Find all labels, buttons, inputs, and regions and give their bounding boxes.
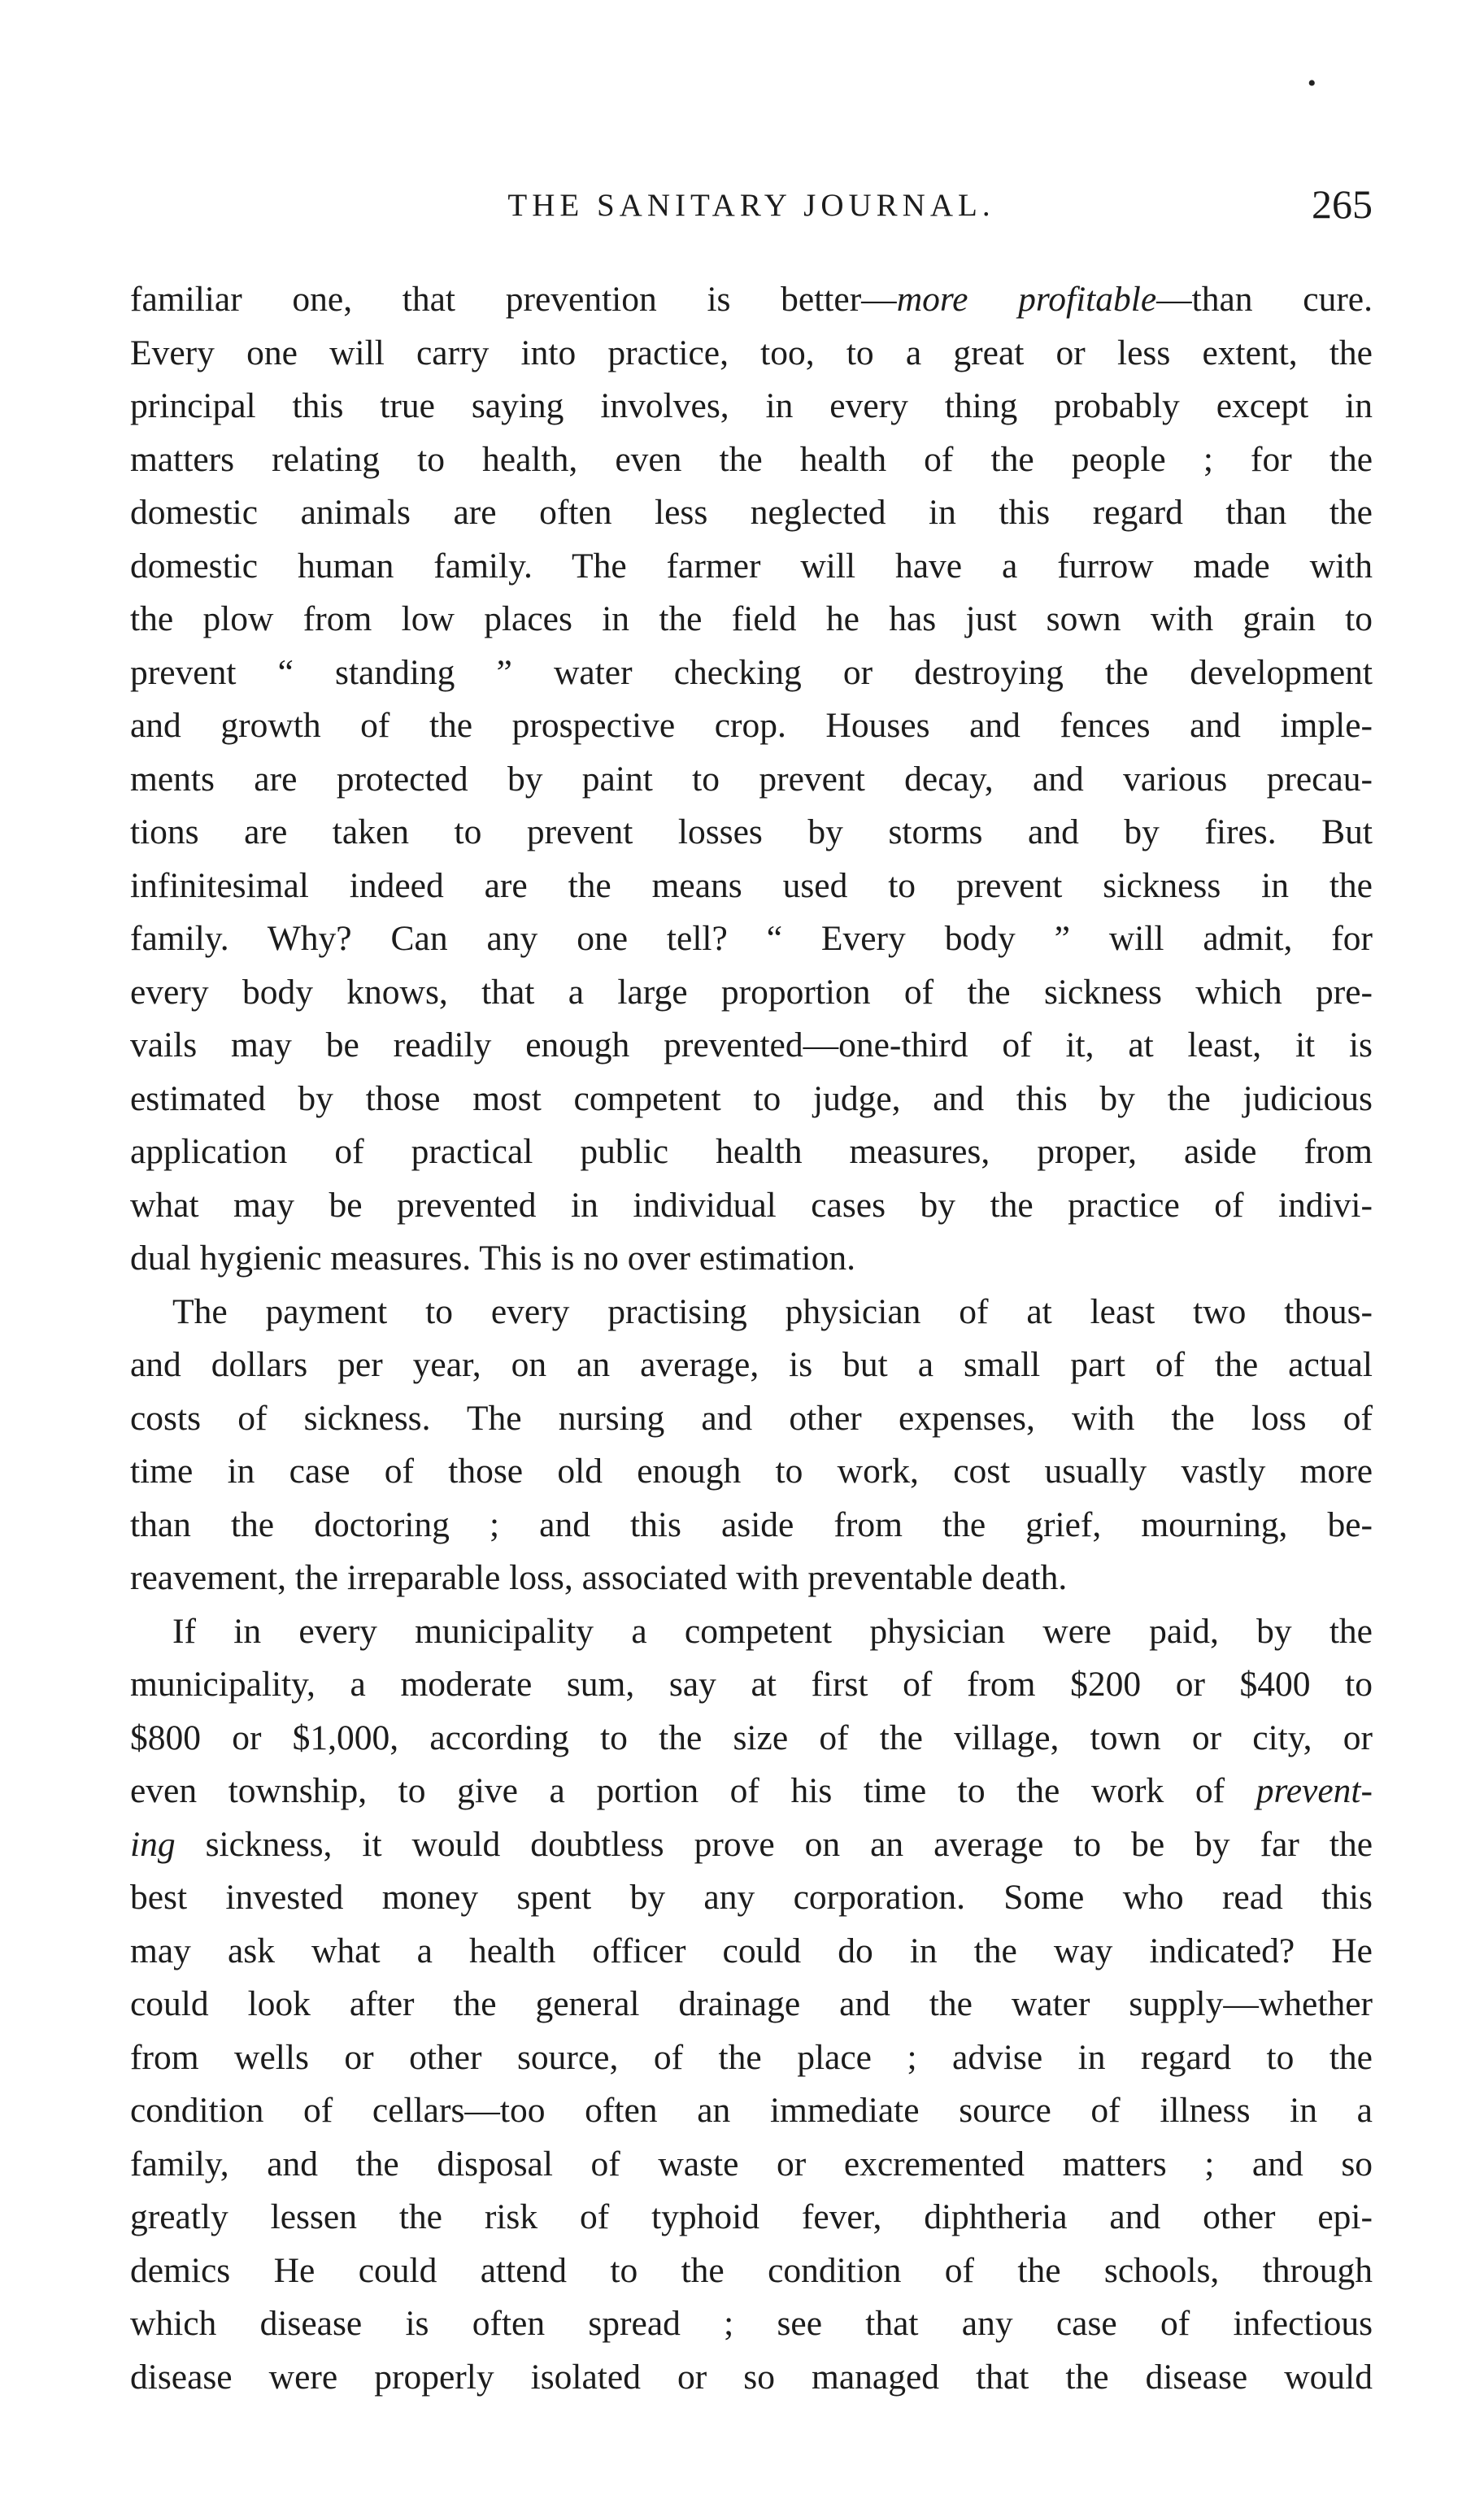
text-line xyxy=(130,380,1373,433)
text-line xyxy=(130,647,1373,700)
text-segment: $800 or $1,000, according to the size of the village, town or city, or xyxy=(130,1718,1373,1757)
text-segment: and dollars per year, on an average, is but a small part of the actual xyxy=(130,1345,1373,1384)
text-line xyxy=(130,1818,1373,1872)
text-line xyxy=(130,1712,1373,1766)
text-line xyxy=(130,2191,1373,2245)
paragraph xyxy=(130,1605,1373,2405)
text-line xyxy=(130,912,1373,966)
text-segment: tions are taken to prevent losses by storms and by fires. But xyxy=(130,812,1373,851)
body-text xyxy=(130,273,1373,2404)
text-segment: familiar one, that prevention is better— xyxy=(130,280,897,319)
text-line xyxy=(130,1871,1373,1925)
text-segment: every body knows, that a large proportion of the sickness which pre- xyxy=(130,972,1373,1012)
text-line xyxy=(130,433,1373,487)
text-segment: sickness, it would doubtless prove on an average to be by far the xyxy=(175,1824,1373,1864)
page-header xyxy=(130,181,1373,237)
text-segment: demics He could attend to the condition of the schools, through xyxy=(130,2250,1373,2290)
paragraph xyxy=(130,273,1373,1286)
text-line xyxy=(130,966,1373,1020)
text-segment: domestic animals are often less neglected in this regard than the xyxy=(130,493,1373,532)
text-line xyxy=(130,1925,1373,1979)
text-segment: reavement, the irreparable loss, associated with preventable death. xyxy=(130,1558,1068,1597)
text-line xyxy=(130,327,1373,381)
page-number: 265 xyxy=(1312,181,1373,227)
italic-text: prevent- xyxy=(1256,1771,1373,1810)
text-segment: best invested money spent by any corporation. Some who read this xyxy=(130,1878,1373,1917)
text-segment: condition of cellars—too often an immediate source of illness in a xyxy=(130,2091,1373,2130)
text-line xyxy=(130,699,1373,753)
text-line xyxy=(130,2138,1373,2192)
text-line xyxy=(130,486,1373,540)
text-line xyxy=(130,753,1373,807)
text-segment: could look after the general drainage and the water supply—whether xyxy=(130,1984,1373,2023)
text-line xyxy=(130,2297,1373,2351)
text-line xyxy=(130,273,1373,327)
text-line xyxy=(130,540,1373,594)
text-segment: vails may be readily enough prevented—one-third of it, at least, it is xyxy=(130,1025,1373,1065)
text-segment: matters relating to health, even the health of the people ; for the xyxy=(130,439,1373,479)
text-line xyxy=(130,1073,1373,1126)
text-segment: time in case of those old enough to work, cost usually vastly more xyxy=(130,1452,1373,1491)
text-segment: application of practical public health measures, proper, aside from xyxy=(130,1132,1373,1171)
text-segment: costs of sickness. The nursing and other expenses, with the loss of xyxy=(130,1398,1373,1438)
text-line xyxy=(130,593,1373,647)
text-segment: even township, to give a portion of his time to the work of xyxy=(130,1771,1256,1810)
text-segment: and growth of the prospective crop. Houses and fences and imple- xyxy=(130,706,1373,745)
text-segment: from wells or other source, of the place ; advise in regard to the xyxy=(130,2037,1373,2077)
text-line xyxy=(130,2084,1373,2138)
text-line xyxy=(130,1765,1373,1818)
text-segment: may ask what a health officer could do in the way indicated? He xyxy=(130,1931,1373,1970)
italic-text: more profitable xyxy=(896,280,1157,319)
text-segment: If in every municipality a competent physician were paid, by the xyxy=(172,1611,1373,1651)
text-segment: greatly lessen the risk of typhoid fever, diphtheria and other epi- xyxy=(130,2197,1373,2236)
corner-mark: • xyxy=(1308,70,1316,97)
text-line xyxy=(130,1499,1373,1552)
text-segment: The payment to every practising physician of at least two thous- xyxy=(172,1291,1373,1331)
text-segment: domestic human family. The farmer will have a furrow made with xyxy=(130,546,1373,586)
text-line xyxy=(130,1232,1373,1286)
text-segment: disease were properly isolated or so managed that the disease would xyxy=(130,2357,1373,2397)
text-line xyxy=(130,1552,1373,1605)
text-segment: family, and the disposal of waste or excremented matters ; and so xyxy=(130,2144,1373,2184)
text-segment: which disease is often spread ; see that any case of infectious xyxy=(130,2304,1373,2343)
text-segment: infinitesimal indeed are the means used to prevent sickness in the xyxy=(130,865,1373,905)
text-line xyxy=(130,2245,1373,2298)
text-line xyxy=(130,1392,1373,1446)
text-segment: prevent “ standing ” water checking or destroying the development xyxy=(130,652,1373,692)
text-segment: what may be prevented in individual cases by the practice of indivi- xyxy=(130,1185,1373,1225)
text-segment: municipality, a moderate sum, say at first of from $200 or $400 to xyxy=(130,1665,1373,1704)
text-line xyxy=(130,1978,1373,2031)
text-segment: ments are protected by paint to prevent decay, and various precau- xyxy=(130,759,1373,799)
text-line xyxy=(130,1019,1373,1073)
text-line xyxy=(130,1339,1373,1392)
running-head: THE SANITARY JOURNAL. xyxy=(507,188,995,223)
text-line xyxy=(130,2351,1373,2405)
text-line xyxy=(130,1286,1373,1339)
text-line xyxy=(130,1179,1373,1233)
text-segment: than the doctoring ; and this aside from the grief, mourning, be- xyxy=(130,1504,1373,1544)
text-line xyxy=(130,1126,1373,1179)
text-segment: family. Why? Can any one tell? “ Every body ” will admit, for xyxy=(130,919,1373,958)
text-segment: Every one will carry into practice, too, to a great or less extent, the xyxy=(130,333,1373,372)
text-segment: dual hygienic measures. This is no over estimation. xyxy=(130,1239,855,1278)
text-line xyxy=(130,1605,1373,1659)
text-line xyxy=(130,860,1373,913)
text-line xyxy=(130,2031,1373,2085)
text-line xyxy=(130,1445,1373,1499)
text-line xyxy=(130,806,1373,860)
text-line xyxy=(130,1658,1373,1712)
text-segment: —than cure. xyxy=(1156,280,1373,319)
italic-text: ing xyxy=(130,1824,176,1864)
text-segment: estimated by those most competent to judge, and this by the judicious xyxy=(130,1078,1373,1118)
text-segment: principal this true saying involves, in every thing probably except in xyxy=(130,386,1373,425)
paragraph xyxy=(130,1286,1373,1605)
text-segment: the plow from low places in the field he has just sown with grain to xyxy=(130,599,1373,638)
